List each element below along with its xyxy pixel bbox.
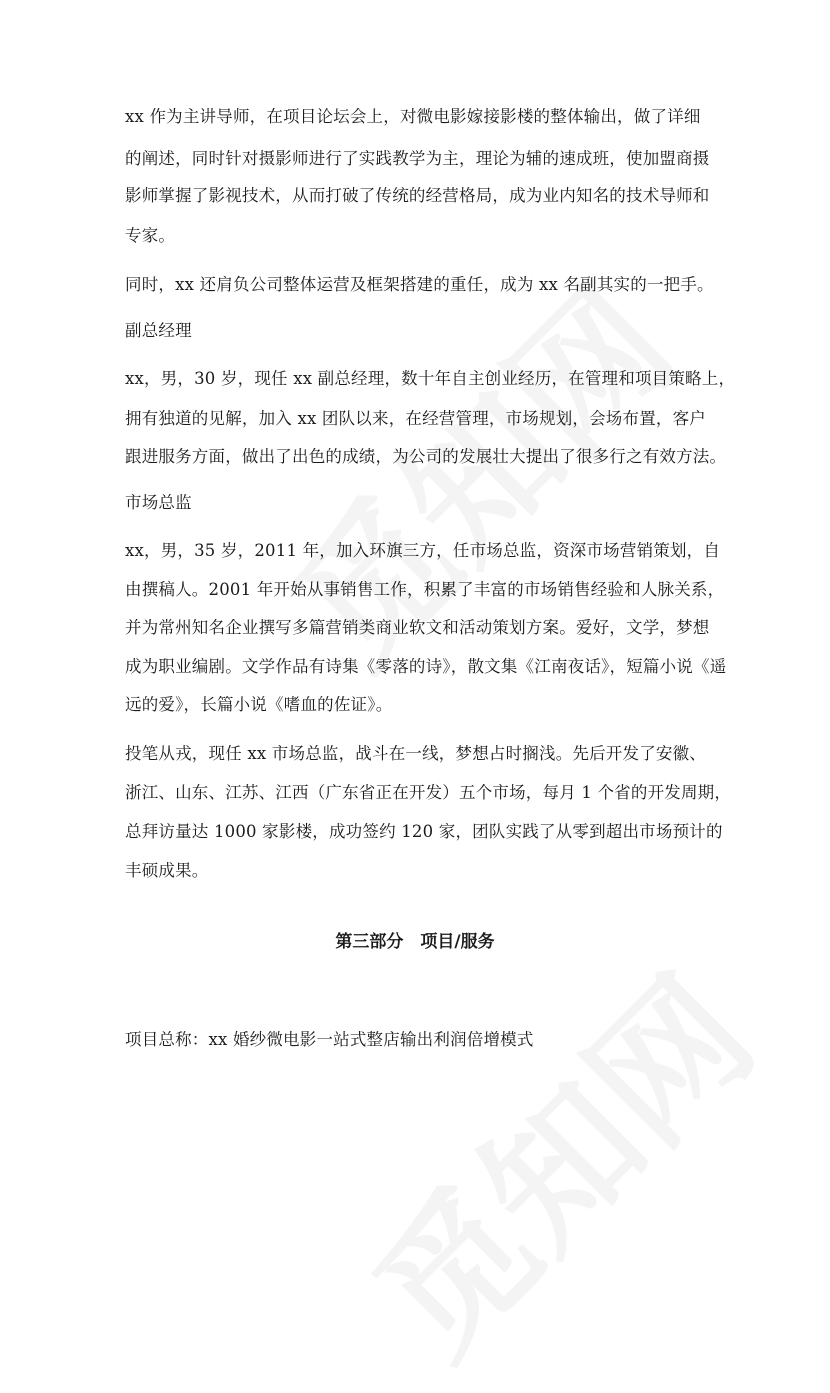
text-line: xx，男，35 岁，2011 年，加入环旗三方，任市场总监，资深市场营销策划，自 [125, 541, 721, 560]
text-line: 成为职业编剧。文学作品有诗集《零落的诗》，散文集《江南夜话》，短篇小说《遥 [125, 657, 727, 676]
text-line: 专家。 [125, 226, 176, 245]
text-line: 同时，xx 还肩负公司整体运营及框架搭建的重任，成为 xx 名副其实的一把手。 [125, 275, 714, 294]
project-name-line: 项目总称：xx 婚纱微电影一站式整店输出利润倍增模式 [125, 1030, 534, 1049]
text-line: 投笔从戎，现任 xx 市场总监，战斗在一线，梦想占时搁浅。先后开发了安徽、 [125, 744, 707, 763]
role-title: 市场总监 [125, 493, 192, 512]
text-line: 跟进服务方面，做出了出色的成绩，为公司的发展壮大提出了很多行之有效方法。 [125, 447, 727, 466]
text-line: 的阐述，同时针对摄影师进行了实践教学为主，理论为辅的速成班，使加盟商摄 [125, 149, 710, 168]
text-line: 总拜访量达 1000 家影楼，成功签约 120 家，团队实践了从零到超出市场预计的 [125, 822, 723, 841]
text-line: 并为常州知名企业撰写多篇营销类商业软文和活动策划方案。爱好，文学，梦想 [125, 618, 710, 637]
text-line: xx，男，30 岁，现任 xx 副总经理，数十年自主创业经历，在管理和项目策略上， [125, 369, 736, 388]
section-heading: 第三部分 项目/服务 [335, 932, 495, 952]
text-line: xx 作为主讲导师，在项目论坛会上，对微电影嫁接影楼的整体输出，做了详细 [125, 107, 701, 126]
text-line: 由撰稿人。2001 年开始从事销售工作，积累了丰富的市场销售经验和人脉关系， [125, 580, 725, 599]
text-line: 影师掌握了影视技术，从而打破了传统的经营格局，成为业内知名的技术导师和 [125, 186, 710, 205]
role-title: 副总经理 [125, 321, 192, 340]
text-line: 拥有独道的见解，加入 xx 团队以来，在经营管理，市场规划，会场布置，客户 [125, 409, 707, 428]
text-line: 浙江、山东、江苏、江西（广东省正在开发）五个市场，每月 1 个省的开发周期， [125, 783, 732, 802]
text-line: 丰硕成果。 [125, 861, 209, 880]
watermark [320, 923, 791, 1393]
text-line: 远的爱》，长篇小说《嗜血的佐证》。 [125, 695, 393, 714]
